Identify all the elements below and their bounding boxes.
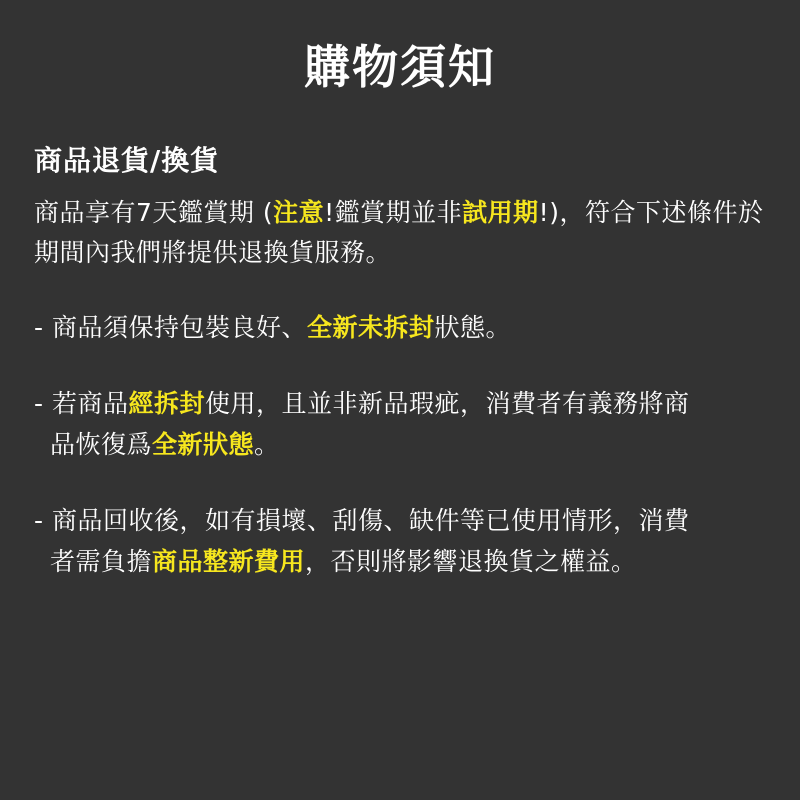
intro-paragraph (34, 193, 766, 274)
list-item (34, 384, 766, 465)
page-title: 購物須知 (304, 40, 496, 94)
bullet-line2-highlight: 全新狀態 (152, 429, 255, 459)
bullet-line2-text-1: 者需負擔 (50, 546, 153, 576)
intro-text-1: 商品享有7天鑑賞期 ( (34, 197, 274, 227)
intro-highlight-2: 試用期 (462, 197, 539, 227)
list-item (34, 308, 766, 349)
bullet-continuation (38, 542, 766, 583)
bullet-dash: - (34, 312, 44, 342)
bullet-highlight-1: 全新未拆封 (307, 312, 435, 342)
section-heading: 商品退貨/換貨 (34, 143, 220, 177)
intro-highlight-1: 注意 (273, 197, 325, 227)
list-item (34, 501, 766, 582)
bullet-dash: - (34, 506, 44, 536)
bullet-text-1: 商品須保持包裝良好、 (51, 312, 307, 342)
bullet-line2-text-2: ，否則將影響退換貨之權益。 (305, 546, 637, 576)
bullet-text-2: 狀態。 (434, 312, 512, 342)
bullet-text-1: 若商品 (51, 389, 129, 419)
bullet-highlight-1: 經拆封 (128, 389, 206, 419)
bullet-text-2: 使用，且並非新品瑕疵，消費者有義務將商 (205, 389, 690, 419)
intro-text-2: !鑑賞期並非 (324, 197, 463, 227)
bullet-text-1: 商品回收後，如有損壞、刮傷、缺件等已使用情形，消費 (51, 506, 690, 536)
bullet-line2-text-1: 品恢復爲 (50, 429, 153, 459)
bullet-line2-highlight: 商品整新費用 (152, 546, 306, 576)
intro-text-3: !)，符合下述條件於期間內我們將提供退換貨服務。 (34, 197, 764, 268)
bullet-dash: - (34, 389, 44, 419)
bullet-line2-text-2: 。 (254, 429, 280, 459)
bullet-continuation (38, 425, 766, 466)
